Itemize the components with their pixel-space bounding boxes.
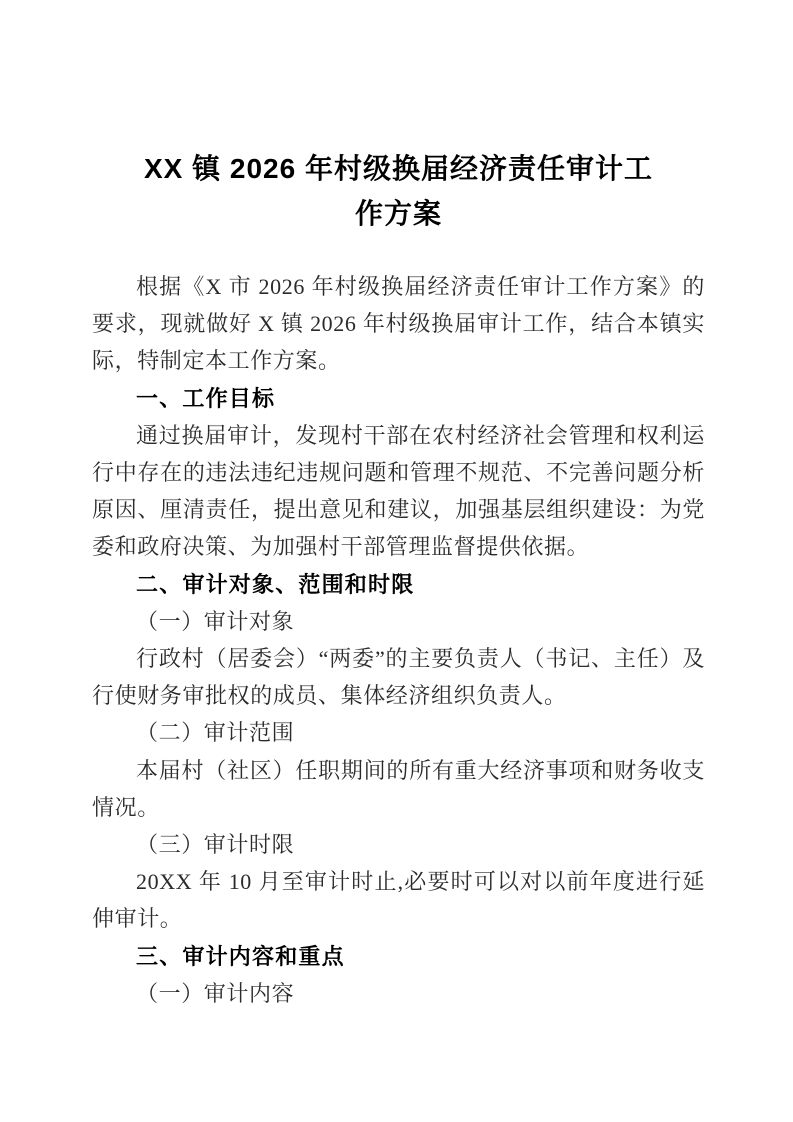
paragraph-audit-period: 20XX 年 10 月至审计时止,必要时可以对以前年度进行延伸审计。: [92, 869, 705, 932]
paragraph-intro: 根据《X 市 2026 年村级换届经济责任审计工作方案》的要求，现就做好 X 镇 2026 年村级换届审计工作，结合本镇实际，特制定本工作方案。: [92, 274, 705, 374]
subheading-audit-target: （一）审计对象: [136, 608, 295, 634]
document-body: [92, 268, 705, 1012]
heading-section-3-audit-content: 三、审计内容和重点: [136, 943, 345, 969]
heading-section-2-audit-target-scope-period: 二、审计对象、范围和时限: [136, 571, 415, 597]
paragraph-audit-target: 行政村（居委会）“两委”的主要负责人（书记、主任）及行使财务审批权的成员、集体经济组织负责人。: [92, 646, 705, 709]
subheading-audit-scope: （二）审计范围: [136, 720, 295, 746]
document-title-line-1: XX 镇 2026 年村级换届经济责任审计工: [144, 153, 653, 184]
document-title-line-2: 作方案: [354, 198, 442, 229]
paragraph-work-goals: 通过换届审计，发现村干部在农村经济社会管理和权利运行中存在的违法违纪违规问题和管理不规范、不完善问题分析原因、厘清责任，提出意见和建议，加强基层组织建设：为党委和政府决策、为加强村干部管理监督提供依据。: [92, 422, 705, 560]
paragraph-audit-scope: 本届村（社区）任职期间的所有重大经济事项和财务收支情况。: [92, 757, 705, 820]
heading-section-1-work-goals: 一、工作目标: [136, 385, 276, 411]
document-title: [92, 146, 705, 236]
subheading-audit-period: （三）审计时限: [136, 832, 295, 858]
subheading-audit-content: （一）审计内容: [136, 980, 295, 1006]
